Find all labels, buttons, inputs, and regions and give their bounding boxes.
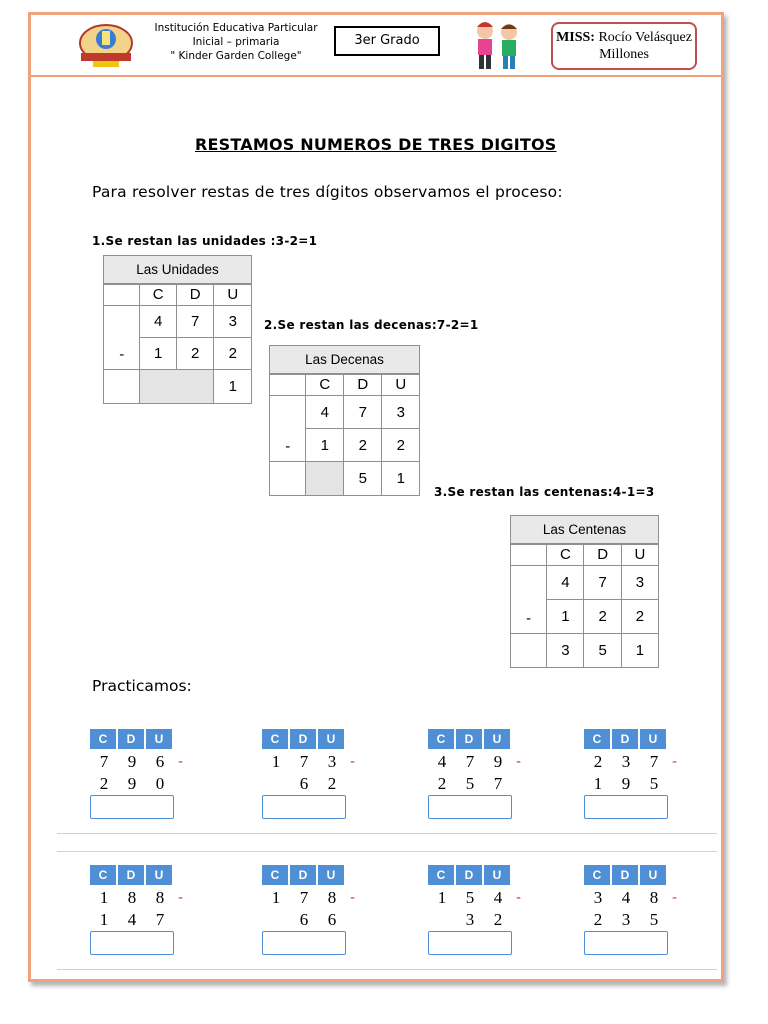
digit: 6 bbox=[299, 910, 309, 929]
digit: 8 bbox=[327, 888, 337, 907]
digit: 4 bbox=[621, 888, 631, 907]
subtraction-problem bbox=[262, 865, 356, 953]
column-header: D bbox=[456, 729, 482, 749]
tens-table bbox=[269, 345, 420, 496]
answer-box[interactable] bbox=[262, 795, 346, 819]
digit: 3 bbox=[465, 910, 475, 929]
cell: 2 bbox=[343, 429, 382, 462]
digit: 8 bbox=[155, 888, 165, 907]
subtrahend-row bbox=[262, 909, 346, 931]
answer-box[interactable] bbox=[90, 931, 174, 955]
subtrahend-row bbox=[584, 909, 668, 931]
subtraction-problem bbox=[428, 865, 522, 953]
digit: 2 bbox=[593, 752, 603, 771]
col-header: D bbox=[176, 284, 214, 306]
cell: 3 bbox=[382, 396, 420, 429]
digit: 3 bbox=[621, 910, 631, 929]
teacher-box bbox=[551, 22, 697, 70]
step-2-text: 2.Se restan las decenas:7-2=1 bbox=[264, 318, 479, 332]
minus-sign: - bbox=[511, 566, 547, 634]
separator-line bbox=[57, 969, 717, 970]
column-header: D bbox=[118, 865, 144, 885]
digit: 9 bbox=[127, 752, 137, 771]
minus-sign: - bbox=[178, 890, 184, 906]
cell: 2 bbox=[382, 429, 420, 462]
minus-sign: - bbox=[178, 754, 184, 770]
result-cell: 3 bbox=[547, 634, 584, 668]
digit: 2 bbox=[99, 774, 109, 793]
answer-box[interactable] bbox=[584, 795, 668, 819]
col-header: D bbox=[343, 374, 382, 396]
subtrahend-row bbox=[262, 773, 346, 795]
digit: 3 bbox=[621, 752, 631, 771]
subtraction-problem bbox=[428, 729, 522, 817]
digit: 4 bbox=[437, 752, 447, 771]
hundreds-table bbox=[510, 515, 659, 668]
digit: 4 bbox=[127, 910, 137, 929]
digit: 2 bbox=[593, 910, 603, 929]
minus-sign: - bbox=[350, 890, 356, 906]
practice-label: Practicamos: bbox=[92, 677, 192, 695]
digit: 1 bbox=[99, 888, 109, 907]
school-logo bbox=[75, 19, 137, 71]
separator-line bbox=[57, 833, 717, 834]
column-header: D bbox=[612, 865, 638, 885]
column-header: D bbox=[456, 865, 482, 885]
digit: 6 bbox=[327, 910, 337, 929]
minuend-row bbox=[584, 751, 668, 773]
col-header: U bbox=[214, 284, 252, 306]
minuend-row bbox=[262, 751, 346, 773]
teacher-label: MISS: bbox=[556, 30, 595, 45]
result-cell: 5 bbox=[343, 462, 382, 496]
column-header: U bbox=[484, 729, 510, 749]
result-cell: 1 bbox=[382, 462, 420, 496]
worksheet-page bbox=[28, 12, 724, 982]
digit: 7 bbox=[155, 910, 165, 929]
minus-sign: - bbox=[672, 754, 678, 770]
school-line-3: " Kinder Garden College" bbox=[170, 50, 302, 62]
subtrahend-row bbox=[584, 773, 668, 795]
digit: 1 bbox=[271, 752, 281, 771]
answer-box[interactable] bbox=[90, 795, 174, 819]
cell: 3 bbox=[621, 566, 658, 600]
digit: 2 bbox=[327, 774, 337, 793]
digit: 7 bbox=[99, 752, 109, 771]
page-title: RESTAMOS NUMEROS DE TRES DIGITOS bbox=[195, 135, 557, 154]
cell: 4 bbox=[547, 566, 584, 600]
digit: 9 bbox=[621, 774, 631, 793]
minus-sign: - bbox=[516, 890, 522, 906]
answer-box[interactable] bbox=[584, 931, 668, 955]
minus-sign: - bbox=[270, 396, 306, 462]
table-caption: Las Unidades bbox=[104, 256, 252, 284]
separator-line bbox=[57, 851, 717, 852]
digit: 6 bbox=[155, 752, 165, 771]
result-cell: 5 bbox=[584, 634, 621, 668]
cell: 1 bbox=[306, 429, 344, 462]
column-header: C bbox=[428, 729, 454, 749]
minus-sign: - bbox=[104, 306, 140, 370]
column-header: U bbox=[146, 865, 172, 885]
column-header: U bbox=[640, 865, 666, 885]
digit: 7 bbox=[493, 774, 503, 793]
digit: 1 bbox=[99, 910, 109, 929]
minuend-row bbox=[262, 887, 346, 909]
cell: 2 bbox=[621, 600, 658, 634]
table-caption: Las Decenas bbox=[270, 346, 420, 374]
cell: 3 bbox=[214, 306, 252, 338]
minuend-row bbox=[584, 887, 668, 909]
minuend-row bbox=[90, 887, 174, 909]
digit: 5 bbox=[465, 774, 475, 793]
step-3-text: 3.Se restan las centenas:4-1=3 bbox=[434, 485, 655, 499]
cell: 7 bbox=[176, 306, 214, 338]
digit: 3 bbox=[327, 752, 337, 771]
digit: 3 bbox=[593, 888, 603, 907]
digit: 5 bbox=[649, 774, 659, 793]
column-header: U bbox=[146, 729, 172, 749]
kids-illustration bbox=[465, 19, 531, 75]
column-header: C bbox=[428, 865, 454, 885]
cell: 2 bbox=[584, 600, 621, 634]
answer-box[interactable] bbox=[428, 931, 512, 955]
subtraction-problem bbox=[584, 865, 678, 953]
result-cell: 1 bbox=[621, 634, 658, 668]
column-header: C bbox=[262, 865, 288, 885]
col-header: C bbox=[306, 374, 344, 396]
column-header: U bbox=[318, 865, 344, 885]
digit: 4 bbox=[493, 888, 503, 907]
school-name bbox=[141, 21, 331, 63]
digit: 7 bbox=[299, 752, 309, 771]
grade-box: 3er Grado bbox=[334, 26, 440, 56]
units-table bbox=[103, 255, 252, 404]
digit: 0 bbox=[155, 774, 165, 793]
digit: 7 bbox=[465, 752, 475, 771]
column-header: C bbox=[584, 729, 610, 749]
cell: 7 bbox=[584, 566, 621, 600]
minuend-row bbox=[428, 887, 512, 909]
subtraction-problem bbox=[90, 865, 184, 953]
table-caption: Las Centenas bbox=[511, 516, 659, 544]
step-1-text: 1.Se restan las unidades :3-2=1 bbox=[92, 234, 318, 248]
col-header: U bbox=[382, 374, 420, 396]
subtraction-problem bbox=[584, 729, 678, 817]
digit: 1 bbox=[271, 888, 281, 907]
column-header: U bbox=[640, 729, 666, 749]
subtrahend-row bbox=[428, 909, 512, 931]
cell: 2 bbox=[214, 338, 252, 370]
column-header: U bbox=[318, 729, 344, 749]
result-cell bbox=[306, 462, 344, 496]
minuend-row bbox=[428, 751, 512, 773]
column-header: U bbox=[484, 865, 510, 885]
digit: 8 bbox=[127, 888, 137, 907]
column-header: D bbox=[290, 729, 316, 749]
digit: 8 bbox=[649, 888, 659, 907]
col-header: U bbox=[621, 544, 658, 566]
digit: 1 bbox=[437, 888, 447, 907]
digit: 6 bbox=[299, 774, 309, 793]
column-header: C bbox=[584, 865, 610, 885]
digit: 5 bbox=[465, 888, 475, 907]
answer-box[interactable] bbox=[262, 931, 346, 955]
cell: 7 bbox=[343, 396, 382, 429]
col-header: C bbox=[140, 284, 176, 306]
result-cell: 1 bbox=[214, 370, 252, 404]
column-header: D bbox=[612, 729, 638, 749]
minus-sign: - bbox=[516, 754, 522, 770]
cell: 4 bbox=[140, 306, 176, 338]
answer-box[interactable] bbox=[428, 795, 512, 819]
digit: 7 bbox=[299, 888, 309, 907]
school-line-2: Inicial – primaria bbox=[192, 36, 280, 48]
minuend-row bbox=[90, 751, 174, 773]
subtrahend-row bbox=[90, 773, 174, 795]
result-cell bbox=[140, 370, 214, 404]
subtrahend-row bbox=[428, 773, 512, 795]
digit: 1 bbox=[593, 774, 603, 793]
cell: 1 bbox=[140, 338, 176, 370]
digit: 2 bbox=[437, 774, 447, 793]
header-divider bbox=[31, 75, 721, 77]
digit: 7 bbox=[649, 752, 659, 771]
column-header: C bbox=[262, 729, 288, 749]
subtraction-problem bbox=[262, 729, 356, 817]
subtraction-problem bbox=[90, 729, 184, 817]
digit: 9 bbox=[493, 752, 503, 771]
school-line-1: Institución Educativa Particular bbox=[154, 22, 318, 34]
subtrahend-row bbox=[90, 909, 174, 931]
minus-sign: - bbox=[350, 754, 356, 770]
teacher-name: Rocío Velásquez Millones bbox=[598, 30, 692, 62]
minus-sign: - bbox=[672, 890, 678, 906]
cell: 4 bbox=[306, 396, 344, 429]
col-header: D bbox=[584, 544, 621, 566]
column-header: C bbox=[90, 865, 116, 885]
column-header: D bbox=[118, 729, 144, 749]
column-header: C bbox=[90, 729, 116, 749]
digit: 2 bbox=[493, 910, 503, 929]
column-header: D bbox=[290, 865, 316, 885]
digit: 9 bbox=[127, 774, 137, 793]
intro-text: Para resolver restas de tres dígitos observamos el proceso: bbox=[92, 183, 563, 201]
col-header: C bbox=[547, 544, 584, 566]
cell: 1 bbox=[547, 600, 584, 634]
digit: 5 bbox=[649, 910, 659, 929]
cell: 2 bbox=[176, 338, 214, 370]
